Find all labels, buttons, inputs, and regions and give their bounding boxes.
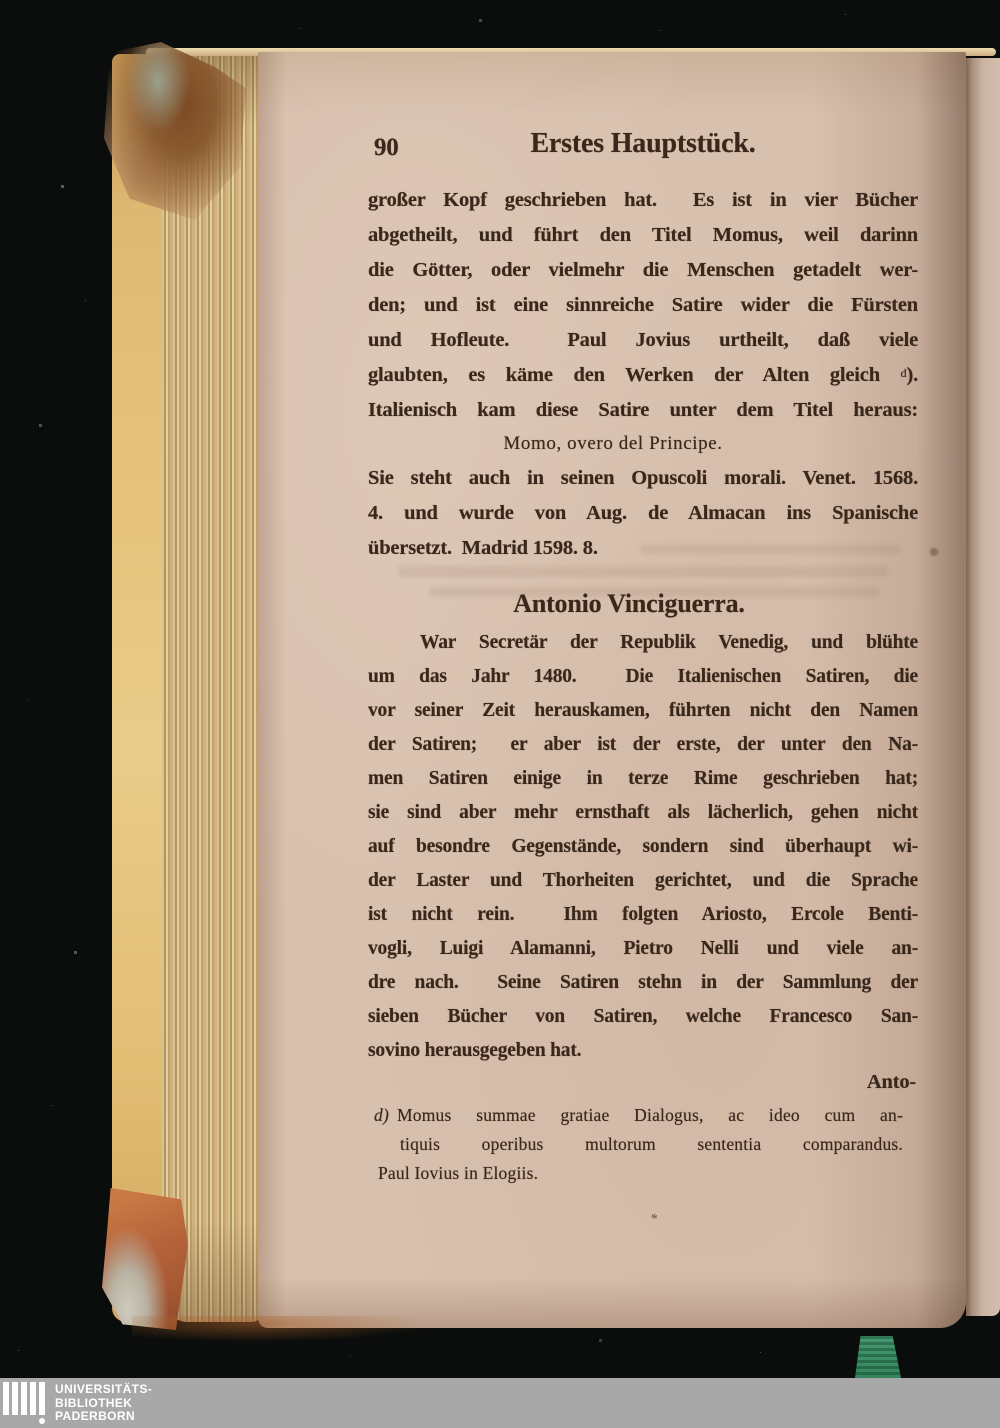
library-name <box>55 1383 152 1424</box>
page-header <box>368 126 918 170</box>
paragraph-momus <box>368 183 918 428</box>
corner-damage-bottom-left <box>102 1188 188 1330</box>
body-line: sovino herausgegeben hat. <box>368 1040 582 1061</box>
library-name-line: PADERBORN <box>55 1409 136 1423</box>
page-stack-fore-edge <box>162 50 262 1322</box>
italian-title-line: Momo, overo del Principe. <box>503 433 723 454</box>
library-logo-bars-icon <box>3 1382 45 1415</box>
body-line: den; und ist eine sinnreiche Satire wider die Fürsten <box>368 294 918 316</box>
footnote-text: Momus summae gratiae Dialogus, ac ideo cum an- <box>396 1105 903 1125</box>
paragraph-vinciguerra <box>368 626 918 1068</box>
body-line: die Götter, oder vielmehr die Menschen getadelt wer- <box>368 259 918 281</box>
section-heading: Antonio Vinciguerra. <box>513 589 745 618</box>
body-line: dre nach. Seine Satiren stehn in der Sammlung der <box>368 972 918 993</box>
footnote-marker-label: d) <box>374 1105 389 1125</box>
bookmark-ribbon <box>855 1336 901 1378</box>
body-line: der Satiren; er aber ist der erste, der unter den Na- <box>368 734 918 755</box>
footnote-line <box>368 1101 903 1130</box>
body-line-with-footnote-ref <box>368 358 918 393</box>
page-underside-glow <box>132 1316 432 1342</box>
body-line: ist nicht rein. Ihm folgten Ariosto, Ercole Benti- <box>368 904 918 925</box>
dust-specks <box>0 0 1 1</box>
body-line: sieben Bücher von Satiren, welche Francesco San- <box>368 1006 918 1027</box>
library-name-line: BIBLIOTHEK <box>55 1395 133 1410</box>
footnote-line: Paul Iovius in Elogiis. <box>378 1163 539 1183</box>
footnote-marker: d <box>900 366 907 380</box>
body-text: ). <box>906 364 918 386</box>
body-line: Sie steht auch in seinen Opuscoli morali. Venet. 1568. <box>368 467 918 489</box>
paragraph-edition <box>368 461 918 566</box>
body-line: auf besondre Gegenstände, sondern sind überhaupt wi- <box>368 836 918 857</box>
body-line: sie sind aber mehr ernsthaft als lächerlich, gehen nicht <box>368 802 918 823</box>
body-text: glaubten, es käme den Werken der Alten gleich <box>368 364 901 386</box>
show-through-smudge <box>398 566 888 577</box>
body-line: 4. und wurde von Aug. de Almacan ins Spanische <box>368 502 918 524</box>
body-line: abgetheilt, und führt den Titel Momus, weil darinn <box>368 224 918 246</box>
body-line: um das Jahr 1480. Die Italienischen Satiren, die <box>368 666 918 687</box>
body-line: men Satiren einige in terze Rime geschrieben hat; <box>368 768 918 789</box>
library-watermark-band <box>0 1378 1000 1428</box>
library-logo-dot <box>39 1418 45 1424</box>
catchword: Anto- <box>866 1071 916 1093</box>
library-name-line: UNIVERSITÄTS- <box>55 1382 153 1396</box>
body-line: vor seiner Zeit herauskamen, führten nicht den Namen <box>368 700 918 721</box>
body-line: übersetzt. Madrid 1598. 8. <box>368 537 598 559</box>
facing-page-sliver <box>966 58 1000 1316</box>
body-line: vogli, Luigi Alamanni, Pietro Nelli und viele an- <box>368 938 918 959</box>
footnote <box>368 1101 903 1188</box>
ink-fleck <box>930 548 938 556</box>
printers-mark: * <box>648 1211 659 1228</box>
body-line: der Laster und Thorheiten gerichtet, und die Sprache <box>368 870 918 891</box>
running-header: Erstes Hauptstück. <box>530 128 756 159</box>
cover-edge <box>112 54 166 1322</box>
footnote-line: tiquis operibus multorum sententia comparandus. <box>400 1134 903 1154</box>
page-number: 90 <box>374 134 399 161</box>
body-line: großer Kopf geschrieben hat. Es ist in vier Bücher <box>368 189 918 211</box>
body-line: und Hofleute. Paul Jovius urtheilt, daß viele <box>368 329 918 351</box>
body-line: War Secretär der Republik Venedig, und blühte <box>420 632 918 653</box>
body-line: Italienisch kam diese Satire unter dem Titel heraus: <box>368 399 918 421</box>
